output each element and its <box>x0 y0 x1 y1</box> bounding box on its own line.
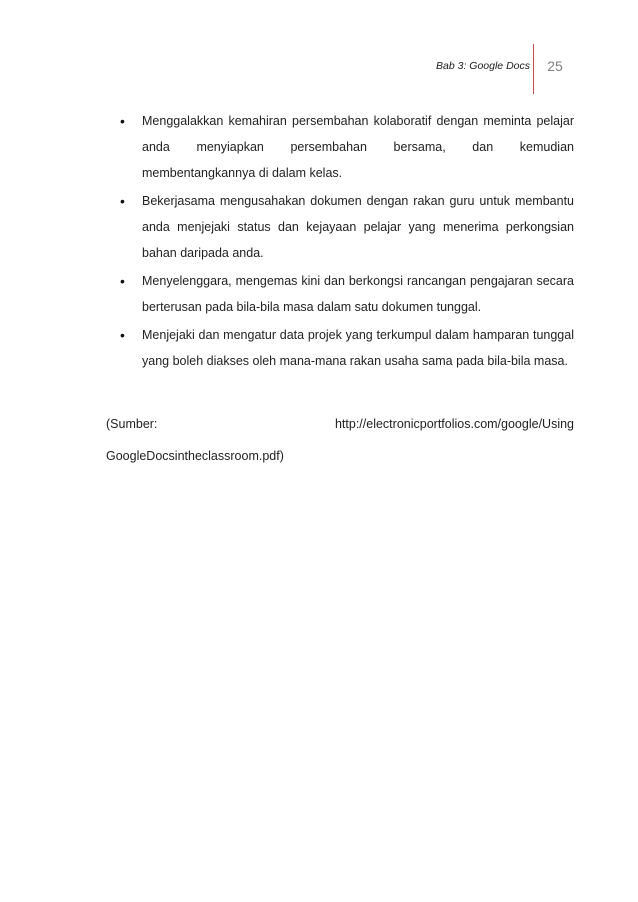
list-item <box>106 322 574 374</box>
bullet-list <box>106 108 574 374</box>
page-body <box>106 108 574 472</box>
list-item <box>106 188 574 266</box>
bullet-icon: • <box>120 113 125 129</box>
source-label: (Sumber: <box>106 417 158 431</box>
source-citation <box>106 408 574 472</box>
source-url-part1: http://electronicportfolios.com/google/Using <box>334 417 574 431</box>
source-url-part2: GoogleDocsintheclassroom.pdf) <box>106 449 284 463</box>
list-item <box>106 268 574 320</box>
list-item-text: Bekerjasama mengusahakan dokumen dengan rakan guru untuk membantu anda menjejaki status dan kejayaan pelajar yang menerima perkongsian bahan daripada anda. <box>142 194 574 260</box>
page-header <box>0 44 638 94</box>
page-number: 25 <box>547 58 563 74</box>
chapter-title: Bab 3: Google Docs <box>436 60 530 72</box>
bullet-icon: • <box>120 273 125 289</box>
list-item-text: Menggalakkan kemahiran persembahan kolaboratif dengan meminta pelajar anda menyiapkan persembahan bersama, dan kemudian membentangkannya di dalam kelas. <box>142 114 574 180</box>
list-item-text: Menjejaki dan mengatur data projek yang terkumpul dalam hamparan tunggal yang boleh diakses oleh mana-mana rakan usaha sama pada bila-bila masa. <box>142 328 574 368</box>
list-item-text: Menyelenggara, mengemas kini dan berkongsi rancangan pengajaran secara berterusan pada bila-bila masa dalam satu dokumen tunggal. <box>142 274 574 314</box>
bullet-icon: • <box>120 193 125 209</box>
list-item <box>106 108 574 186</box>
bullet-icon: • <box>120 327 125 343</box>
